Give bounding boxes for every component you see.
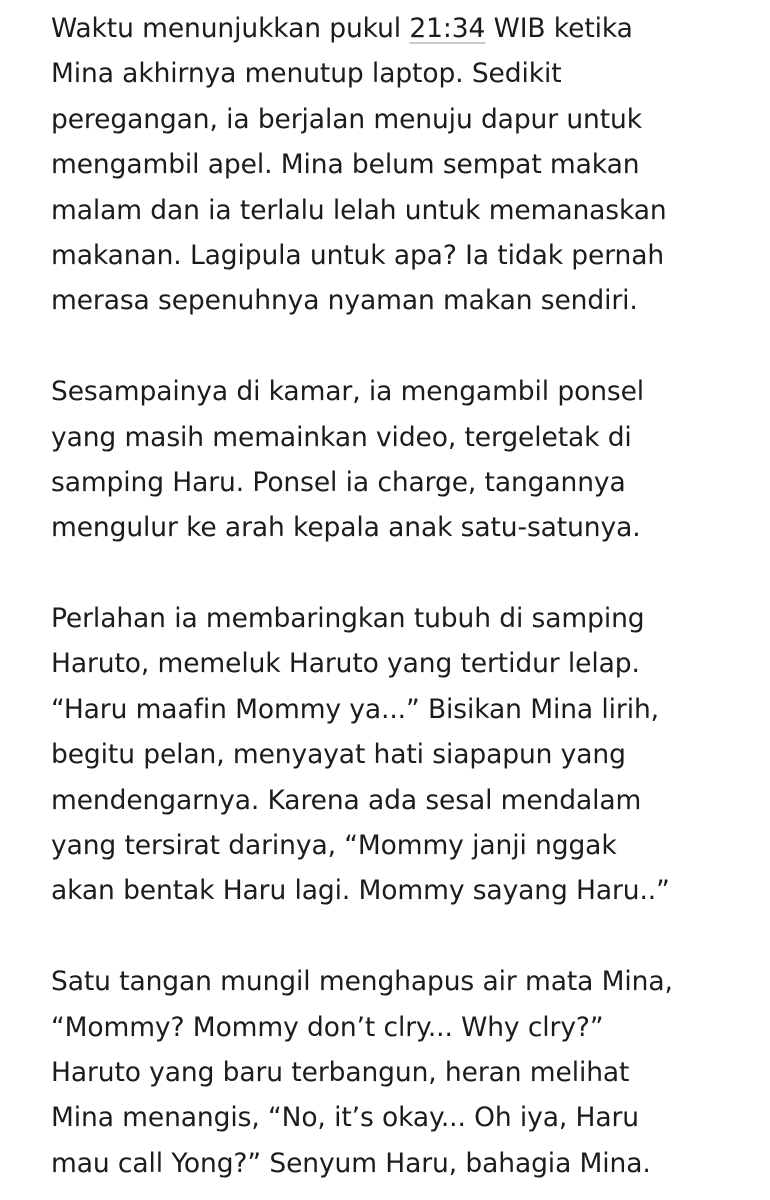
text-line	[51, 6, 751, 51]
text-line: Haruto, memeluk Haruto yang tertidur lelap.	[51, 648, 640, 680]
text-line: mengambil apel. Mina belum sempat makan	[51, 149, 640, 181]
text-line: mengulur ke arah kepala anak satu-satunya.	[51, 512, 641, 544]
text-line: mendengarnya. Karena ada sesal mendalam	[51, 784, 642, 816]
paragraph-gap	[51, 551, 751, 596]
text-line: yang tersirat darinya, “Mommy janji nggak	[51, 830, 617, 862]
text-line: “Mommy? Mommy don’t clry... Why clry?”	[51, 1011, 604, 1043]
text-line: merasa sepenuhnya nyaman makan sendiri.	[51, 285, 638, 317]
paragraph-1	[51, 6, 751, 324]
text-line: begitu pelan, menyayat hati siapapun yang	[51, 739, 626, 771]
text-line: mau call Yong?” Senyum Haru, bahagia Mina.	[51, 1147, 651, 1179]
text-fragment: Waktu menunjukkan pukul	[51, 13, 410, 44]
text-line: peregangan, ia berjalan menuju dapur untuk	[51, 103, 642, 135]
time-link[interactable]: 21:34	[409, 13, 486, 44]
text-line: Satu tangan mungil menghapus air mata Mina,	[51, 966, 673, 998]
text-line: makanan. Lagipula untuk apa? Ia tidak pernah	[51, 239, 665, 271]
paragraph-4	[51, 959, 751, 1186]
text-line: Mina akhirnya menutup laptop. Sedikit	[51, 58, 562, 90]
paragraph-gap	[51, 324, 751, 369]
text-line: Perlahan ia membaringkan tubuh di samping	[51, 603, 645, 635]
text-line: malam dan ia terlalu lelah untuk memanaskan	[51, 194, 667, 226]
text-line: “Haru maafin Mommy ya...” Bisikan Mina lirih,	[51, 693, 659, 725]
text-line: yang masih memainkan video, tergeletak di	[51, 421, 632, 453]
paragraph-3	[51, 596, 751, 914]
text-line: Sesampainya di kamar, ia mengambil ponsel	[51, 376, 645, 408]
text-line: Mina menangis, “No, it’s okay... Oh iya, Haru	[51, 1102, 639, 1134]
text-line: Haruto yang baru terbangun, heran melihat	[51, 1056, 630, 1088]
document-body	[51, 6, 751, 1186]
text-line: akan bentak Haru lagi. Mommy sayang Haru..”	[51, 875, 670, 907]
paragraph-gap	[51, 914, 751, 959]
text-line: samping Haru. Ponsel ia charge, tangannya	[51, 466, 626, 498]
paragraph-2	[51, 369, 751, 551]
text-fragment: WIB ketika	[485, 13, 633, 44]
